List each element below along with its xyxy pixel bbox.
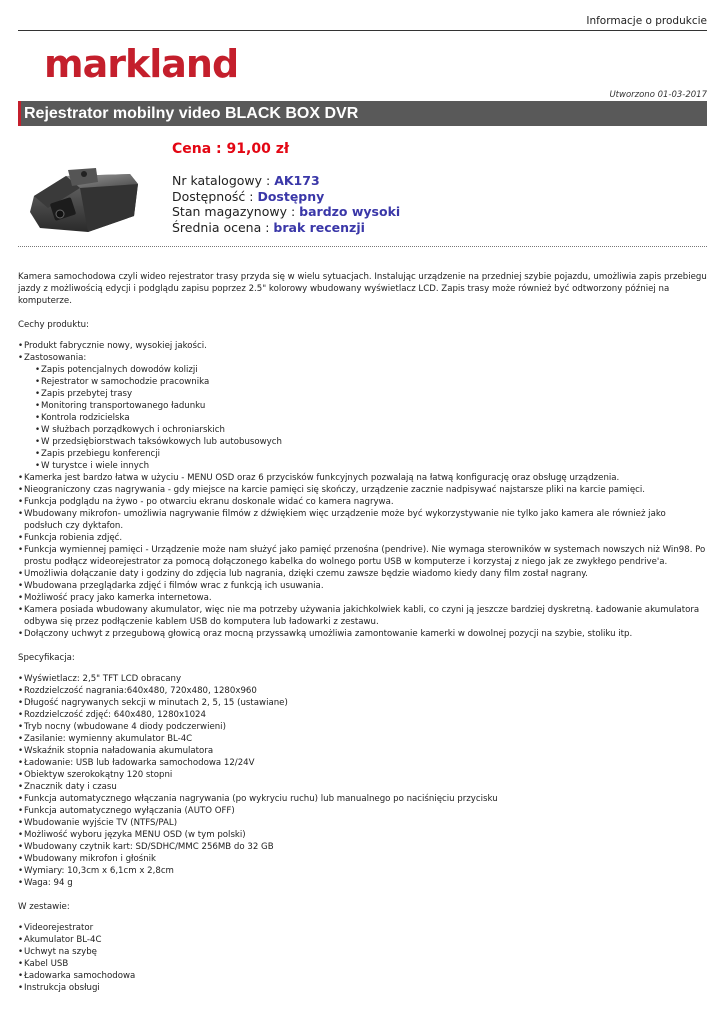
list-item: • Kamera posiada wbudowany akumulator, więc nie ma potrzeby używania jakichkolwiek kabli, co czyni ją jeszcze bardziej dyskretną. Ładowanie akumulatora odbywa się przez podłączenie kablem USB do komputera lub ładowarki z zestawu. <box>24 604 707 628</box>
product-title: Rejestrator mobilny video BLACK BOX DVR <box>24 105 359 122</box>
list-item: • Kamerka jest bardzo łatwa w użyciu - MENU OSD oraz 6 przycisków funkcyjnych pozwalają na łatwą konfigurację oraz obsługę urządzenia. <box>24 472 707 484</box>
created-date: Utworzono 01-03-2017 <box>609 90 707 100</box>
list-item: • Wyświetlacz: 2,5" TFT LCD obracany <box>24 673 707 685</box>
list-item: • Obiektyw szerokokątny 120 stopni <box>24 769 707 781</box>
catalog-row <box>172 173 400 189</box>
spec-heading: Specyfikacja: <box>18 653 75 663</box>
list-item: • W służbach porządkowych i ochroniarskich <box>41 424 707 436</box>
list-item: • Ładowanie: USB lub ładowarka samochodowa 12/24V <box>24 757 707 769</box>
list-item: • Monitoring transportowanego ładunku <box>41 400 707 412</box>
list-item: • Znacznik daty i czasu <box>24 781 707 793</box>
header-divider <box>18 30 707 31</box>
uses-label: Zastosowania: <box>24 353 87 363</box>
list-item: • Funkcja robienia zdjęć. <box>24 532 707 544</box>
list-item: • Wymiary: 10,3cm x 6,1cm x 2,8cm <box>24 865 707 877</box>
list-item: • Wbudowany czytnik kart: SD/SDHC/MMC 256MB do 32 GB <box>24 841 707 853</box>
list-item: • Rejestrator w samochodzie pracownika <box>41 376 707 388</box>
logo-text: markland <box>44 44 239 84</box>
list-item: • Umożliwia dołączanie daty i godziny do zdjęcia lub nagrania, dzięki czemu zawsze będzie wiadomo kiedy dany film został nagrany. <box>24 568 707 580</box>
list-item: • Funkcja wymiennej pamięci - Urządzenie może nam służyć jako pamięć przenośna (pendrive). Nie wymaga sterowników w systemach nowszych niż Win98. Po prostu podłącz wideorejestrator za pomocą dołączonego kabelka do wolnego portu USB w komputerze i korzystaj z niego jak ze zwykłego pendrive'a. <box>24 544 707 568</box>
list-item: • Akumulator BL-4C <box>24 934 707 946</box>
list-item: • Wbudowany mikrofon- umożliwia nagrywanie filmów z dźwiękiem więc urządzenie może być wykorzystywanie nie tylko jako kamera ale również jako podsłuch czy dyktafon. <box>24 508 707 532</box>
list-item: • Zapis przebiegu konferencji <box>41 448 707 460</box>
list-item: • Wbudowana przeglądarka zdjęć i filmów wrac z funkcją ich usuwania. <box>24 580 707 592</box>
list-item: • Kabel USB <box>24 958 707 970</box>
product-price: Cena : 91,00 zł <box>172 141 290 157</box>
list-item: • Zapis przebytej trasy <box>41 388 707 400</box>
catalog-label: Nr katalogowy : <box>172 173 275 188</box>
set-list <box>18 922 707 994</box>
spec-list <box>18 673 707 889</box>
stock-value: bardzo wysoki <box>299 204 401 219</box>
list-item: • Wbudowany mikrofon i głośnik <box>24 853 707 865</box>
list-item: • Kontrola rodzicielska <box>41 412 707 424</box>
list-item: • Funkcja automatycznego wyłączania (AUTO OFF) <box>24 805 707 817</box>
list-item: • Długość nagrywanych sekcji w minutach 2, 5, 15 (ustawiane) <box>24 697 707 709</box>
list-item: • Uchwyt na szybę <box>24 946 707 958</box>
list-item: • Instrukcja obsługi <box>24 982 707 994</box>
markland-logo <box>44 44 244 84</box>
rating-label: Średnia ocena : <box>172 219 274 235</box>
rating-value: brak recenzji <box>273 219 365 235</box>
list-item: • Zapis potencjalnych dowodów kolizji <box>41 364 707 376</box>
product-description <box>18 271 707 994</box>
list-item: • Funkcja automatycznego włączania nagrywania (po wykryciu ruchu) lub manualnego po naciśnięciu przycisku <box>24 793 707 805</box>
availability-value: Dostępny <box>257 188 325 204</box>
product-info <box>172 173 400 235</box>
list-item: • Wskaźnik stopnia naładowania akumulatora <box>24 745 707 757</box>
list-item: • Dołączony uchwyt z przegubową głowicą oraz mocną przyssawką umożliwia zamontowanie kamerki w dowolnej pozycji na szybie, stoliku itp. <box>24 628 707 640</box>
stock-label: Stan magazynowy : <box>172 204 300 219</box>
set-heading: W zestawie: <box>18 902 70 912</box>
dotted-divider <box>18 246 707 247</box>
features-heading: Cechy produktu: <box>18 320 89 330</box>
list-item: • Ładowarka samochodowa <box>24 970 707 982</box>
list-item: • Produkt fabrycznie nowy, wysokiej jakości. <box>24 340 707 352</box>
list-item: • Możliwość pracy jako kamerka internetowa. <box>24 592 707 604</box>
list-item: • Zasilanie: wymienny akumulator BL-4C <box>24 733 707 745</box>
title-bar <box>18 101 707 126</box>
list-item: • Videorejestrator <box>24 922 707 934</box>
rating-row <box>172 220 400 236</box>
list-item: • Waga: 94 g <box>24 877 707 889</box>
list-item: • Rozdzielczość nagrania:640x480, 720x480, 1280x960 <box>24 685 707 697</box>
features-list <box>18 340 707 640</box>
list-item: • Rozdzielczość zdjęć: 640x480, 1280x1024 <box>24 709 707 721</box>
list-item: • W przedsiębiorstwach taksówkowych lub autobusowych <box>41 436 707 448</box>
availability-row <box>172 189 400 205</box>
availability-label: Dostępność : <box>172 188 258 204</box>
stock-row <box>172 204 400 220</box>
uses-list <box>24 364 707 472</box>
product-image <box>26 162 142 236</box>
list-item: • Wbudowanie wyjście TV (NTFS/PAL) <box>24 817 707 829</box>
catalog-value: AK173 <box>274 173 320 188</box>
list-item: • Możliwość wyboru języka MENU OSD (w tym polski) <box>24 829 707 841</box>
list-item <box>24 352 707 472</box>
header-info: Informacje o produkcie <box>586 15 707 27</box>
list-item: • Funkcja podglądu na żywo - po otwarciu ekranu doskonale widać co kamera nagrywa. <box>24 496 707 508</box>
list-item: • W turystce i wiele innych <box>41 460 707 472</box>
intro-text: Kamera samochodowa czyli wideo rejestrator trasy przyda się w wielu sytuacjach. Instalując urządzenie na przedniej szybie pojazdu, umożliwia zapis przebiegu jazdy z możliwością edycji i podglądu zapisu poprzez 2.5" kolorowy wbudowany wyświetlacz LCD. Zapis trasy może również być odtworzony później na komputerze. <box>18 272 707 306</box>
list-item: • Nieograniczony czas nagrywania - gdy miejsce na karcie pamięci się skończy, urządzenie zacznie nadpisywać najstarsze pliki na karcie pamięci. <box>24 484 707 496</box>
list-item: • Tryb nocny (wbudowane 4 diody podczerwieni) <box>24 721 707 733</box>
